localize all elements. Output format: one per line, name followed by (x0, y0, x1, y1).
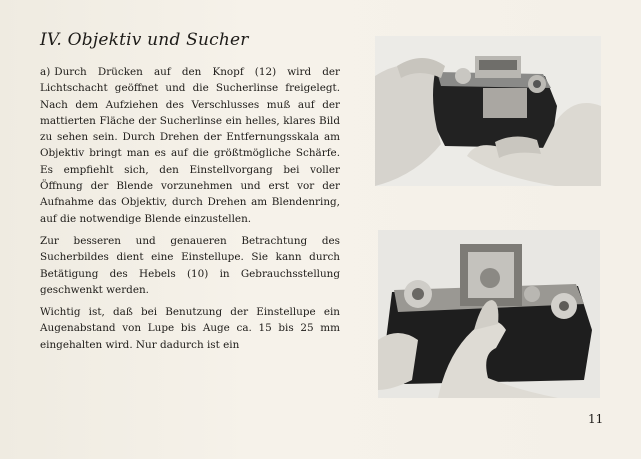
paragraph-a (40, 64, 340, 227)
body-text (40, 64, 340, 359)
section-heading: IV. Objektiv und Sucher (40, 30, 249, 50)
page-number: 11 (588, 412, 604, 426)
camera-photo-illustration (375, 36, 601, 186)
camera-photo-illustration (378, 230, 600, 398)
photo-camera-finder-open (375, 36, 601, 186)
photo-camera-magnifier (378, 230, 600, 398)
paragraph-eye-distance (40, 304, 340, 353)
paragraph-text: Durch Drücken auf den Knopf (12) wird der Lichtschacht geöffnet und die Sucherlinse freigelegt. Nach dem Aufziehen des Verschlusses muß auf der mattierten Fläche der Sucherlinse ein helles, klares Bild zu sehen sein. Durch Drehen der Entfernungsskala am Objektiv bringt man es auf die größtmögliche Schärfe. Es empfiehlt sich, den Einstellvorgang bei voller Öffnung der Blende vorzunehmen und erst vor der Aufnahme das Objektiv, durch Drehen am Blendenring, auf die notwendige Blende einzustellen. (40, 66, 340, 225)
paragraph-magnifier (40, 233, 340, 298)
paragraph-text: Zur besseren und genaueren Betrachtung des Sucherbildes dient eine Einstellupe. Sie kann durch Betätigung des Hebels (10) in Gebrauchsstellung geschwenkt werden. (40, 234, 340, 296)
list-marker: a) (40, 66, 51, 78)
paragraph-text: Wichtig ist, daß bei Benutzung der Einstellupe ein Augenabstand von Lupe bis Auge ca. 15 bis 25 mm eingehalten wird. Nur dadurch ist ein (40, 306, 340, 351)
